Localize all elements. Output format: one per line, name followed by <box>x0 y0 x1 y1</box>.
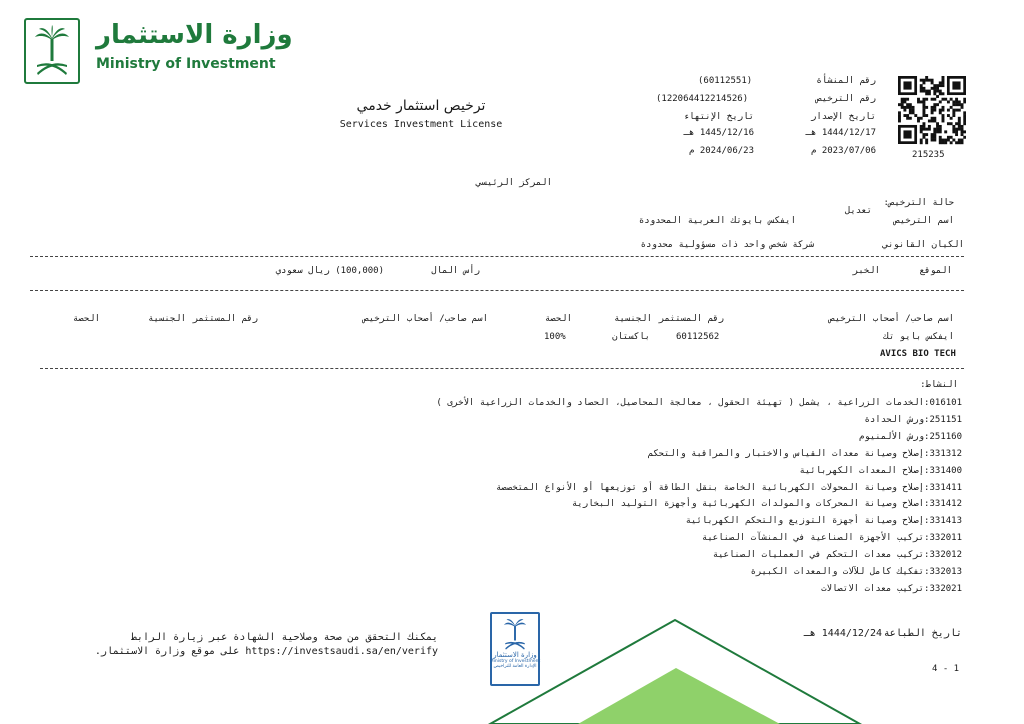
qr-module <box>898 120 901 123</box>
qr-module <box>917 100 920 103</box>
qr-module <box>958 120 961 123</box>
qr-module <box>952 128 955 131</box>
qr-module <box>963 120 966 123</box>
owner-investor-no: 60112562 <box>676 332 720 342</box>
qr-module <box>920 90 923 93</box>
qr-module <box>955 103 958 106</box>
qr-module <box>931 81 934 84</box>
qr-module <box>922 87 925 90</box>
qr-module <box>939 128 942 131</box>
qr-module <box>917 120 920 123</box>
qr-finder <box>952 81 960 89</box>
qr-module <box>942 79 945 82</box>
qr-module <box>901 103 904 106</box>
qr-module <box>909 109 912 112</box>
qr-module <box>933 103 936 106</box>
license-no-value: (122064412214526) <box>656 94 749 104</box>
page-number: 4 - 1 <box>932 664 960 674</box>
qr-module <box>939 125 942 128</box>
qr-module <box>939 90 942 93</box>
qr-module <box>898 103 901 106</box>
owner-nationality: باكستان <box>612 332 650 342</box>
qr-module <box>925 128 928 131</box>
activity-item: 331413:إصلاح وصيانة أجهزة التوزيع والتحكم الكهربائية <box>685 516 962 527</box>
qr-module <box>920 84 923 87</box>
license-title-english: Services Investment License <box>339 119 503 130</box>
stamp-english: Ministry of Investment <box>489 659 541 664</box>
owner-name-header-2: اسم صاحب/ أصحاب الترخيص <box>363 314 488 324</box>
qr-module <box>931 109 934 112</box>
qr-module <box>931 106 934 109</box>
qr-module <box>909 111 912 114</box>
qr-module <box>928 90 931 93</box>
qr-module <box>931 87 934 90</box>
main-center-label: المركز الرئيسي <box>476 178 552 188</box>
qr-caption: 215235 <box>912 150 945 160</box>
qr-module <box>944 98 947 101</box>
qr-module <box>922 81 925 84</box>
qr-module <box>920 139 923 142</box>
qr-module <box>903 98 906 101</box>
ministry-stamp <box>490 612 540 686</box>
qr-module <box>947 100 950 103</box>
qr-module <box>936 125 939 128</box>
qr-module <box>920 100 923 103</box>
qr-module <box>963 98 966 101</box>
qr-module <box>909 103 912 106</box>
qr-module <box>958 139 961 142</box>
palm-swords-icon <box>32 25 72 77</box>
qr-module <box>912 106 915 109</box>
qr-module <box>942 141 945 144</box>
qr-module <box>928 128 931 131</box>
activity-item: 251151:ورش الحدادة <box>864 414 962 425</box>
qr-module <box>944 130 947 133</box>
qr-module <box>925 90 928 93</box>
divider <box>30 256 964 257</box>
qr-module <box>936 128 939 131</box>
qr-module <box>958 100 961 103</box>
capital-value: (100,000) ريال سعودي <box>275 266 384 276</box>
qr-module <box>952 111 955 114</box>
qr-module <box>955 109 958 112</box>
logo-arabic-text: وزارة الاستثمار <box>96 20 293 50</box>
qr-module <box>922 111 925 114</box>
qr-module <box>901 106 904 109</box>
qr-module <box>925 139 928 142</box>
qr-module <box>933 87 936 90</box>
qr-module <box>922 133 925 136</box>
qr-module <box>917 98 920 101</box>
qr-module <box>933 130 936 133</box>
owner-name-ar: ايفكس بايو تك <box>883 332 954 342</box>
qr-module <box>942 98 945 101</box>
facility-no-label: رقم المنشأة <box>816 76 876 86</box>
qr-code <box>898 76 966 146</box>
qr-module <box>922 114 925 117</box>
qr-module <box>898 111 901 114</box>
qr-module <box>952 130 955 133</box>
qr-module <box>922 106 925 109</box>
qr-module <box>947 114 950 117</box>
qr-module <box>922 128 925 131</box>
qr-module <box>922 125 925 128</box>
ministry-logo <box>24 18 80 84</box>
qr-module <box>903 106 906 109</box>
qr-module <box>963 117 966 120</box>
qr-module <box>912 111 915 114</box>
qr-module <box>950 98 953 101</box>
owner-name-en: AVICS BIO TECH <box>880 349 956 359</box>
location-value: الخبر <box>852 266 880 276</box>
qr-module <box>931 117 934 120</box>
qr-module <box>933 117 936 120</box>
qr-module <box>958 128 961 131</box>
qr-module <box>898 117 901 120</box>
qr-module <box>914 114 917 117</box>
qr-module <box>931 139 934 142</box>
qr-module <box>936 130 939 133</box>
owner-name-header: اسم صاحب/ أصحاب الترخيص <box>829 314 954 324</box>
qr-module <box>952 125 955 128</box>
legal-entity-label: الكيان القانوني <box>882 240 964 250</box>
qr-module <box>942 84 945 87</box>
qr-module <box>955 128 958 131</box>
expiry-date-gregorian: 2024/06/23 م <box>688 146 754 156</box>
qr-module <box>947 122 950 125</box>
qr-module <box>906 98 909 101</box>
qr-module <box>931 111 934 114</box>
qr-module <box>903 114 906 117</box>
qr-module <box>955 100 958 103</box>
qr-module <box>920 141 923 144</box>
divider <box>40 368 964 369</box>
qr-module <box>942 109 945 112</box>
qr-module <box>901 98 904 101</box>
expiry-date-label: تاريخ الإنتهاء <box>683 112 754 122</box>
qr-module <box>958 109 961 112</box>
share-header: الحصة <box>544 314 572 324</box>
qr-module <box>942 106 945 109</box>
qr-finder <box>903 81 911 89</box>
qr-module <box>920 128 923 131</box>
qr-module <box>906 114 909 117</box>
activity-item: 331411:إصلاح وصيانة المحولات الكهربائية الخاصة بنقل الطاقة أو توزيعها أو الأنواع المتخصصة <box>496 482 962 493</box>
qr-module <box>906 103 909 106</box>
qr-module <box>961 133 964 136</box>
qr-module <box>922 100 925 103</box>
qr-module <box>950 117 953 120</box>
qr-module <box>939 130 942 133</box>
qr-module <box>931 98 934 101</box>
qr-module <box>942 81 945 84</box>
qr-module <box>947 136 950 139</box>
qr-module <box>933 98 936 101</box>
qr-module <box>922 109 925 112</box>
qr-module <box>963 100 966 103</box>
qr-module <box>961 103 964 106</box>
qr-module <box>955 130 958 133</box>
license-status-label: حالة الترخيص: <box>883 198 954 208</box>
qr-module <box>952 139 955 142</box>
qr-module <box>920 125 923 128</box>
qr-module <box>939 84 942 87</box>
qr-finder <box>903 130 911 138</box>
qr-module <box>961 106 964 109</box>
qr-module <box>933 109 936 112</box>
qr-module <box>939 81 942 84</box>
qr-module <box>958 141 961 144</box>
qr-module <box>925 133 928 136</box>
qr-module <box>939 100 942 103</box>
qr-module <box>950 106 953 109</box>
investor-no-header: رقم المستثمر <box>658 314 724 324</box>
qr-module <box>958 125 961 128</box>
qr-module <box>922 122 925 125</box>
qr-module <box>961 128 964 131</box>
qr-module <box>963 111 966 114</box>
divider <box>30 290 964 291</box>
qr-module <box>922 98 925 101</box>
logo-english-text: Ministry of Investment <box>96 56 276 72</box>
activities-label: النشاط: <box>920 380 958 390</box>
filled-triangle <box>578 668 780 724</box>
qr-module <box>925 141 928 144</box>
legal-entity-value: شركة شخص واحد ذات مسؤولية محدودة <box>640 240 814 250</box>
print-date-value: 1444/12/24 هـ <box>803 628 882 639</box>
qr-module <box>925 79 928 82</box>
qr-module <box>955 122 958 125</box>
qr-module <box>936 87 939 90</box>
activity-item: 331312:إصلاح وصيانة معدات القياس والاختبار والمراقبة والتحكم <box>647 448 962 459</box>
activity-item: 016101:الخدمات الزراعية ، يشمل ( تهيئة الحقول ، معالجة المحاصيل، الحصاد والخدمات الزراعية الأخرى ) <box>436 398 962 408</box>
qr-module <box>922 136 925 139</box>
qr-module <box>931 136 934 139</box>
qr-module <box>963 122 966 125</box>
qr-module <box>939 136 942 139</box>
qr-module <box>933 120 936 123</box>
qr-module <box>961 130 964 133</box>
qr-module <box>955 141 958 144</box>
license-status-value: تعديل <box>844 206 872 216</box>
nationality-header: الجنسية <box>614 314 652 324</box>
qr-module <box>952 109 955 112</box>
qr-module <box>963 130 966 133</box>
qr-module <box>925 106 928 109</box>
license-name-label: اسم الترخيص <box>894 216 954 226</box>
qr-module <box>909 106 912 109</box>
qr-module <box>903 100 906 103</box>
qr-module <box>909 117 912 120</box>
qr-module <box>933 128 936 131</box>
qr-module <box>906 117 909 120</box>
qr-module <box>933 106 936 109</box>
qr-module <box>933 84 936 87</box>
qr-module <box>942 120 945 123</box>
qr-module <box>920 79 923 82</box>
qr-module <box>936 95 939 98</box>
qr-module <box>936 84 939 87</box>
verify-line-2: https://investsaudi.sa/en/verify على موقع وزارة الاستثمار. <box>94 646 438 657</box>
license-no-label: رقم الترخيص <box>816 94 876 104</box>
expiry-date-hijri: 1445/12/16 هـ <box>683 128 754 138</box>
print-date-label: تاريخ الطباعة <box>883 628 962 639</box>
location-label: الموقع <box>919 266 952 276</box>
qr-module <box>947 139 950 142</box>
qr-module <box>931 120 934 123</box>
activity-item: 251160:ورش الألمنيوم <box>859 431 962 442</box>
stamp-arabic: وزارة الاستثمار <box>493 651 537 659</box>
qr-module <box>955 133 958 136</box>
license-name-value: ايفكس بايوتك العربية المحدودة <box>638 216 796 226</box>
qr-module <box>920 130 923 133</box>
qr-module <box>939 109 942 112</box>
qr-module <box>955 98 958 101</box>
qr-module <box>931 133 934 136</box>
qr-module <box>944 141 947 144</box>
qr-module <box>942 92 945 95</box>
activity-item: 332021:تركيب معدات الاتصالات <box>821 583 962 594</box>
qr-module <box>928 120 931 123</box>
qr-module <box>933 136 936 139</box>
activity-item: 331400:إصلاح المعدات الكهربائية <box>799 465 962 476</box>
qr-module <box>922 103 925 106</box>
license-title-arabic: ترخيص استثمار خدمي <box>356 98 486 114</box>
qr-module <box>922 90 925 93</box>
qr-module <box>906 106 909 109</box>
qr-module <box>939 139 942 142</box>
stamp-palm-icon <box>502 617 528 651</box>
qr-module <box>952 114 955 117</box>
qr-module <box>942 114 945 117</box>
qr-module <box>963 136 966 139</box>
qr-module <box>939 141 942 144</box>
qr-module <box>931 79 934 82</box>
qr-module <box>925 92 928 95</box>
qr-module <box>963 114 966 117</box>
qr-module <box>933 133 936 136</box>
issue-date-hijri: 1444/12/17 هـ <box>805 128 876 138</box>
qr-module <box>952 103 955 106</box>
qr-module <box>912 109 915 112</box>
qr-module <box>939 92 942 95</box>
qr-module <box>942 117 945 120</box>
qr-module <box>922 79 925 82</box>
qr-module <box>936 103 939 106</box>
issue-date-label: تاريخ الإصدار <box>810 112 876 122</box>
issue-date-gregorian: 2023/07/06 م <box>810 146 876 156</box>
qr-module <box>901 100 904 103</box>
qr-module <box>898 114 901 117</box>
qr-module <box>950 141 953 144</box>
qr-module <box>942 139 945 142</box>
qr-module <box>933 139 936 142</box>
qr-module <box>936 122 939 125</box>
qr-module <box>942 76 945 79</box>
activity-item: 332011:تركيب الأجهزة الصناعية في المنشآت الصناعية <box>701 533 962 544</box>
qr-module <box>928 125 931 128</box>
qr-module <box>950 122 953 125</box>
qr-module <box>920 117 923 120</box>
qr-module <box>903 109 906 112</box>
qr-module <box>933 92 936 95</box>
verify-line-1: يمكنك التحقق من صحة وصلاحية الشهادة عبر زيارة الرابط <box>130 632 438 643</box>
qr-module <box>947 109 950 112</box>
qr-module <box>928 92 931 95</box>
qr-module <box>917 117 920 120</box>
qr-module <box>925 76 928 79</box>
activity-item: 332012:تركيب معدات التحكم في العمليات الصناعية <box>712 550 962 561</box>
qr-module <box>961 125 964 128</box>
qr-module <box>961 139 964 142</box>
qr-module <box>952 100 955 103</box>
capital-label: رأس المال <box>431 266 480 276</box>
investor-no-header-2: رقم المستثمر <box>192 314 258 324</box>
qr-module <box>950 136 953 139</box>
qr-module <box>958 117 961 120</box>
stamp-subtitle: الإدارة العامة للتراخيص <box>493 664 537 669</box>
qr-module <box>933 90 936 93</box>
owner-share: 100% <box>544 332 566 342</box>
facility-no-value: (60112551) <box>698 76 753 86</box>
qr-module <box>936 90 939 93</box>
nationality-header-2: الجنسية <box>148 314 186 324</box>
qr-module <box>944 139 947 142</box>
qr-module <box>928 79 931 82</box>
qr-module <box>920 87 923 90</box>
qr-module <box>925 114 928 117</box>
qr-module <box>958 103 961 106</box>
qr-module <box>961 141 964 144</box>
qr-module <box>925 98 928 101</box>
qr-module <box>939 111 942 114</box>
activity-item: 332013:تفكيك كامل للآلات والمعدات الكبيرة <box>750 567 962 577</box>
activity-item: 331412:اصلاح وصيانة المحركات والمولدات الكهربائية وأجهزة التوليد البخارية <box>571 499 962 510</box>
qr-module <box>958 122 961 125</box>
share-header-2: الحصة <box>72 314 100 324</box>
